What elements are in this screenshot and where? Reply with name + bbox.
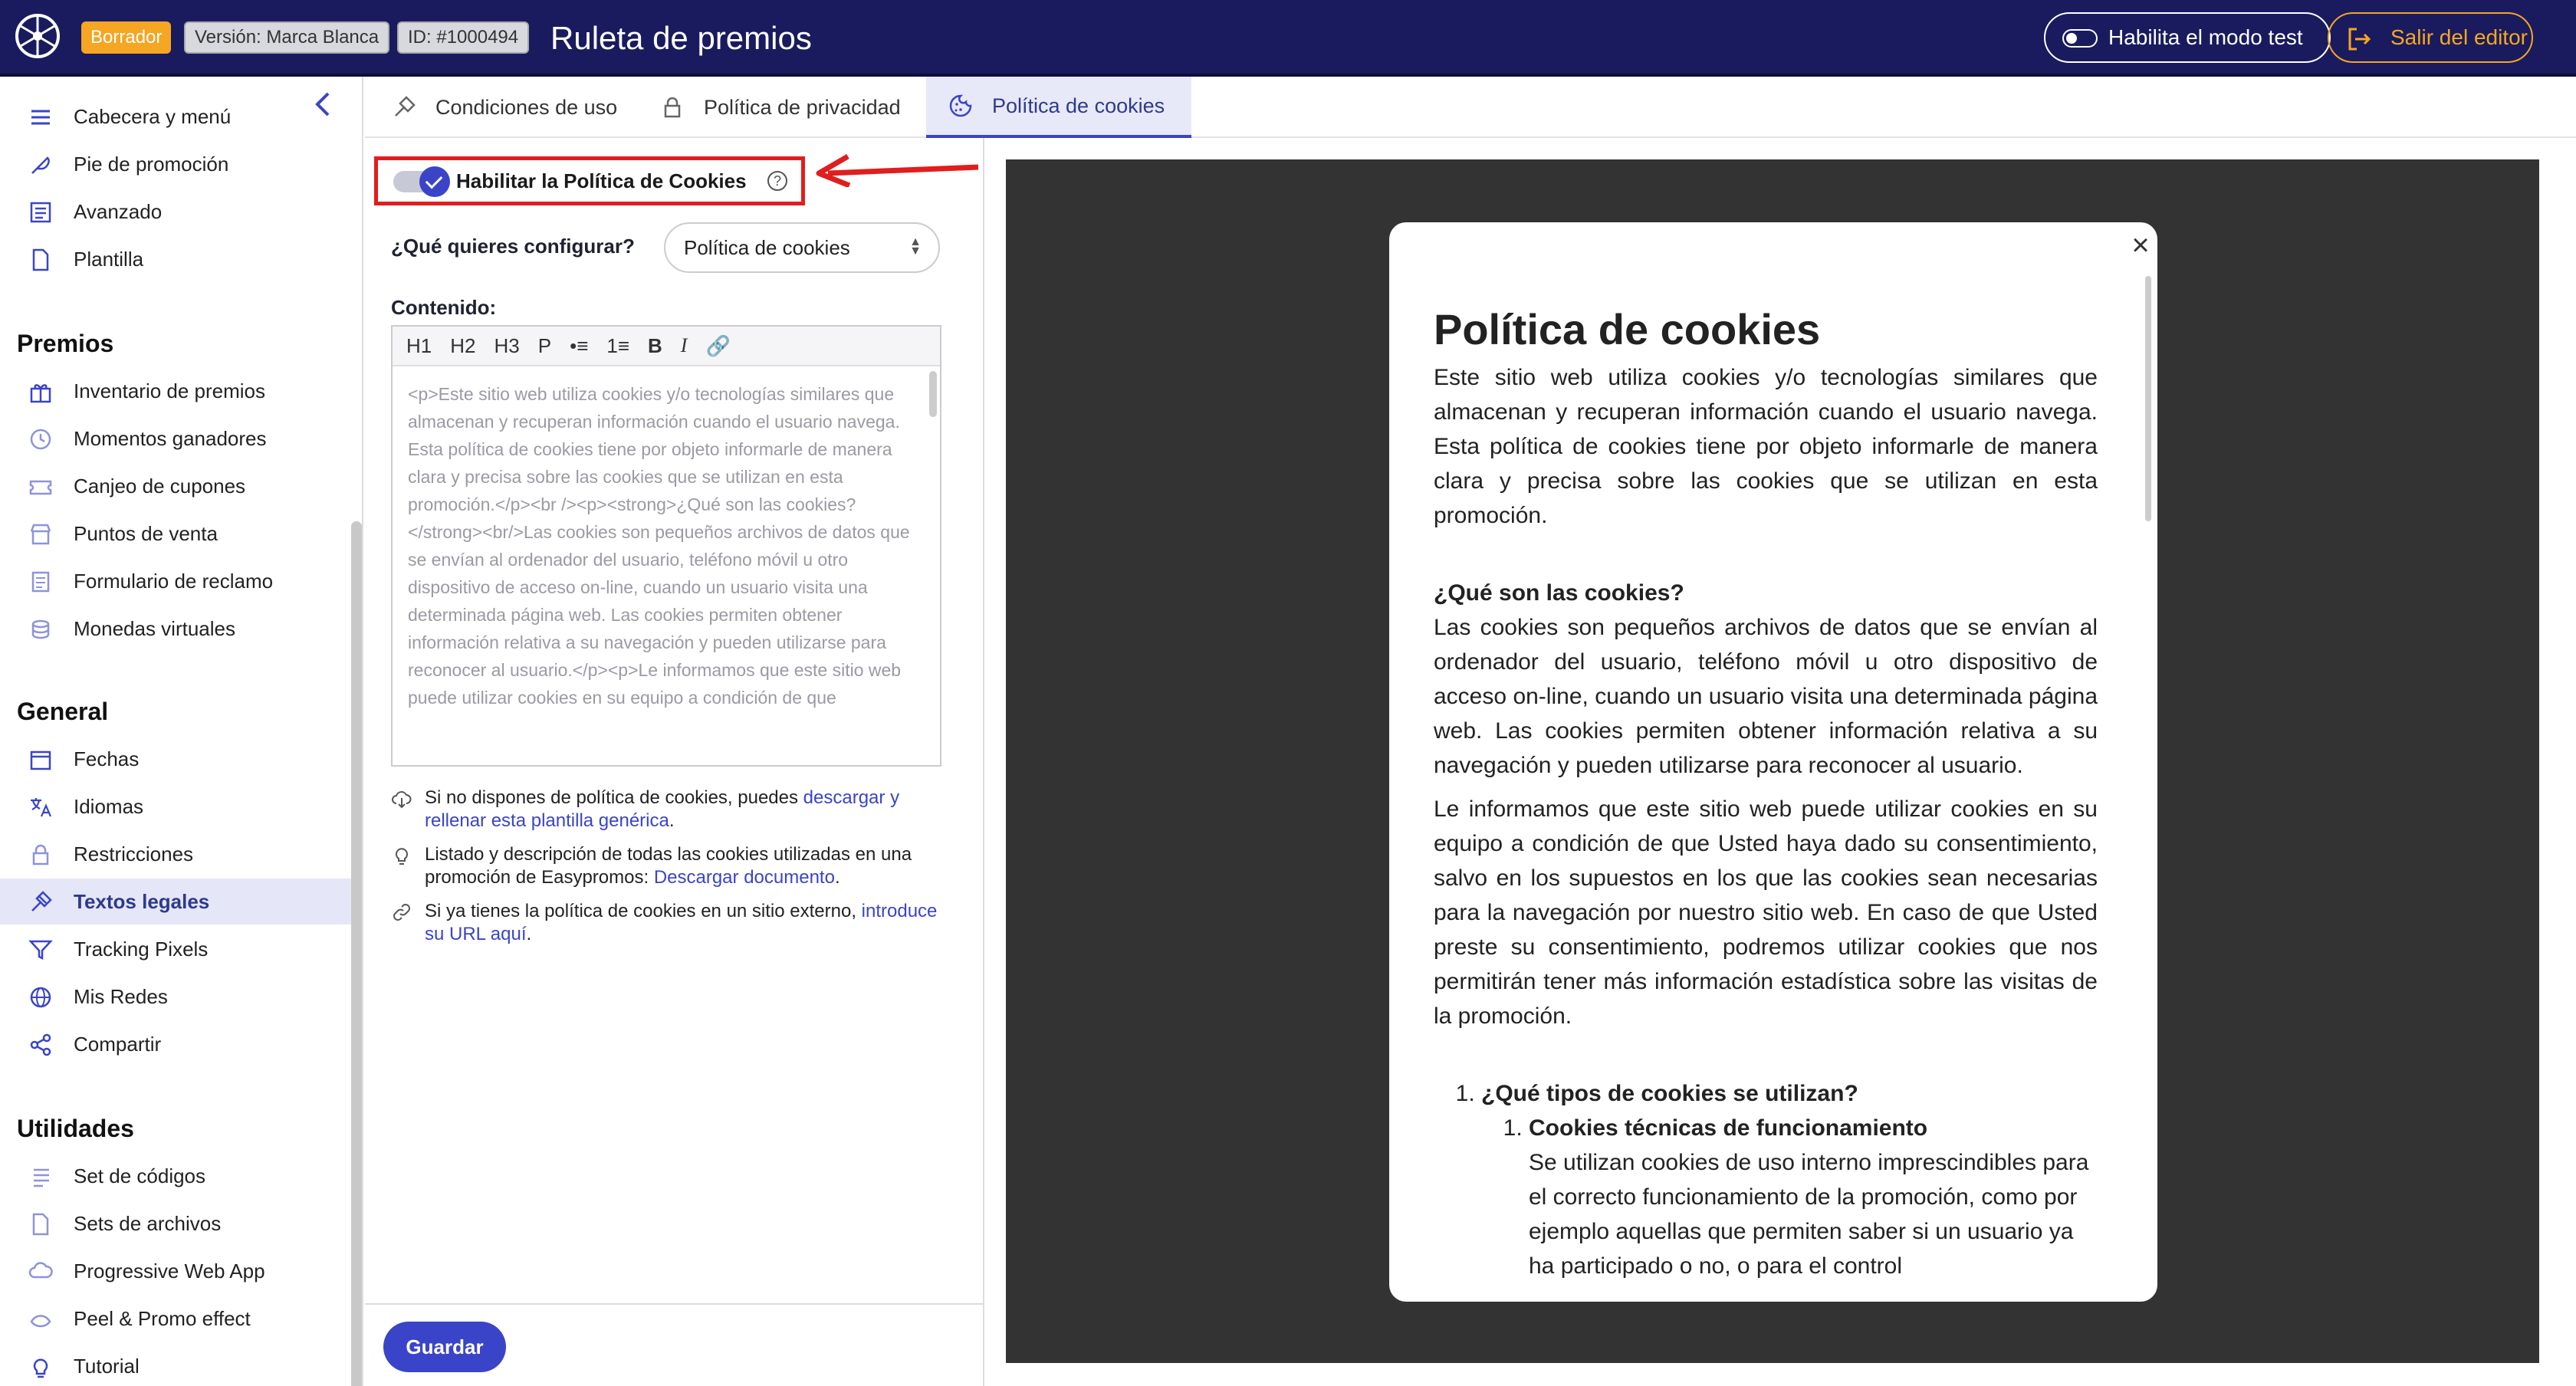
sidebar-item-restricciones[interactable] bbox=[0, 831, 351, 877]
coins-icon bbox=[28, 616, 54, 642]
gavel-icon bbox=[28, 889, 54, 915]
sidebar-item-fechas[interactable] bbox=[0, 736, 351, 782]
modal-list-heading: ¿Qué tipos de cookies se utilizan? bbox=[1481, 1081, 1858, 1106]
sidebar-item-label: Mis Redes bbox=[74, 984, 168, 1008]
sidebar-item-label: Avanzado bbox=[74, 199, 163, 223]
paragraph-button[interactable]: P bbox=[537, 334, 552, 357]
modal-subheading: ¿Qué son las cookies? bbox=[1434, 580, 1684, 606]
share-icon bbox=[28, 1032, 54, 1058]
template-download-link[interactable]: descargar y rellenar esta plantilla genérica bbox=[425, 787, 900, 831]
peel-icon bbox=[28, 1306, 54, 1332]
sidebar-item-tutorial[interactable] bbox=[0, 1343, 351, 1386]
legal-tabs bbox=[365, 77, 2576, 138]
sidebar-item-label: Fechas bbox=[74, 747, 140, 770]
sidebar-item-puntos[interactable] bbox=[0, 511, 351, 557]
sidebar-item-label: Monedas virtuales bbox=[74, 616, 235, 640]
sidebar-item-cabecera[interactable] bbox=[0, 94, 351, 140]
sidebar-item-codigos[interactable] bbox=[0, 1153, 351, 1199]
note-external-url: Si ya tienes la política de cookies en un sitio externo, introduce su URL aquí. bbox=[391, 900, 958, 946]
exit-editor-button[interactable] bbox=[2328, 12, 2533, 63]
sidebar-item-label: Inventario de premios bbox=[74, 379, 266, 402]
sidebar-item-label: Plantilla bbox=[74, 247, 144, 271]
modal-list bbox=[1434, 1076, 2098, 1283]
h2-button[interactable]: H2 bbox=[450, 334, 476, 357]
test-mode-button[interactable] bbox=[2044, 12, 2331, 63]
note-template: Si no dispones de política de cookies, puedes descargar y rellenar esta plantilla genérica. bbox=[391, 787, 958, 833]
tab-label: Condiciones de uso bbox=[435, 95, 618, 119]
download-document-link[interactable]: Descargar documento bbox=[653, 867, 835, 888]
exit-icon bbox=[2346, 26, 2372, 52]
globe-icon bbox=[28, 984, 54, 1010]
filter-icon bbox=[28, 937, 54, 963]
cookie-policy-modal bbox=[1389, 222, 2157, 1302]
enable-cookie-policy-row bbox=[374, 156, 805, 205]
top-bar bbox=[0, 0, 2576, 77]
sidebar-item-label: Pie de promoción bbox=[74, 152, 229, 176]
link-icon bbox=[391, 902, 412, 923]
sidebar-item-label: Peel & Promo effect bbox=[74, 1306, 251, 1330]
sidebar-item-label: Tutorial bbox=[74, 1354, 140, 1378]
modal-paragraph: Este sitio web utiliza cookies y/o tecnologías similares que almacenan y recuperan información cuando el usuario navega. Esta política de cookies tiene por objeto informarle de manera clara y precisa sobre las cookies que se utilizan en esta promoción. bbox=[1434, 365, 2098, 528]
sidebar-item-label: Textos legales bbox=[74, 889, 210, 913]
sidebar-item-formulario[interactable] bbox=[0, 558, 351, 604]
translate-icon bbox=[28, 794, 54, 820]
sidebar-item-pwa[interactable] bbox=[0, 1248, 351, 1294]
tab-label: Política de cookies bbox=[992, 94, 1165, 117]
lock-icon bbox=[659, 94, 685, 120]
content-label: Contenido: bbox=[391, 296, 497, 319]
sidebar-item-label: Compartir bbox=[74, 1032, 162, 1056]
sidebar-item-label: Sets de archivos bbox=[74, 1211, 222, 1235]
external-url-link[interactable]: introduce su URL aquí bbox=[425, 901, 938, 944]
draft-badge: Borrador bbox=[81, 21, 171, 54]
gift-icon bbox=[28, 379, 54, 405]
modal-content bbox=[1434, 301, 2098, 1283]
sidebar-item-label: Canjeo de cupones bbox=[74, 474, 246, 498]
sidebar-item-label: Idiomas bbox=[74, 794, 144, 818]
version-badge: Versión: Marca Blanca bbox=[184, 21, 389, 54]
sidebar-item-label: Puntos de venta bbox=[74, 521, 218, 545]
id-badge: ID: #1000494 bbox=[397, 21, 529, 54]
clock-icon bbox=[28, 426, 54, 452]
cloud-icon bbox=[28, 1259, 54, 1285]
sidebar-item-label: Tracking Pixels bbox=[74, 937, 209, 961]
sidebar-scrollbar[interactable] bbox=[351, 521, 362, 1386]
feather-icon bbox=[28, 152, 54, 178]
h1-button[interactable]: H1 bbox=[406, 334, 432, 357]
enable-cookie-policy-toggle[interactable] bbox=[393, 171, 439, 192]
sidebar-item-label: Restricciones bbox=[74, 842, 194, 865]
editor-code-text[interactable]: <p>Este sitio web utiliza cookies y/o tecnologías similares que almacenan y recuperan información cuando el usuario navega. Esta política de cookies tiene por objeto informarle de manera clara y precisa sobre las cookies que se utilizan en esta promoción.</p><br /><p><strong>¿Qué son las cookies?</strong><br/>Las cookies son pequeños archivos de datos que se envían al ordenador del usuario, teléfono móvil u otro dispositivo de acceso on-line, cuando un usuario visita una determinada página web. Las cookies permiten obtener información relativa a su navegación y pueden utilizarse para reconocer al usuario.</p><p>Le informamos que este sitio web puede utilizar cookies en su equipo a condición de que bbox=[408, 384, 910, 708]
sidebar-item-pie[interactable] bbox=[0, 141, 351, 187]
lock-icon bbox=[28, 842, 54, 868]
sidebar bbox=[0, 77, 363, 1386]
sidebar-item-momentos[interactable] bbox=[0, 415, 351, 461]
content-editor[interactable] bbox=[391, 325, 941, 767]
sidebar-item-label: Momentos ganadores bbox=[74, 426, 267, 450]
page-title: Ruleta de premios bbox=[550, 20, 812, 56]
tab-label: Política de privacidad bbox=[704, 95, 901, 119]
note-cookie-list: Listado y descripción de todas las cookies utilizadas en una promoción de Easypromos: Descargar documento. bbox=[391, 843, 958, 889]
sidebar-item-compartir[interactable] bbox=[0, 1021, 351, 1067]
lightbulb-icon bbox=[391, 845, 412, 866]
modal-scrollbar[interactable] bbox=[2145, 276, 2151, 521]
calendar-icon bbox=[28, 747, 54, 773]
select-caret-icon: ▲ ▼ bbox=[909, 235, 922, 258]
editor-scrollbar[interactable] bbox=[929, 371, 937, 417]
cookie-settings-panel bbox=[365, 138, 984, 1386]
cloud-download-icon bbox=[391, 788, 412, 810]
save-button[interactable]: Guardar bbox=[383, 1322, 506, 1372]
menu-icon bbox=[28, 104, 54, 130]
sidebar-item-label: Progressive Web App bbox=[74, 1259, 265, 1283]
tab-condiciones[interactable] bbox=[391, 77, 629, 138]
sidebar-item-monedas[interactable] bbox=[0, 606, 351, 652]
configure-select[interactable] bbox=[664, 222, 940, 273]
sidebar-item-archivos[interactable] bbox=[0, 1200, 351, 1246]
sidebar-item-canjeo[interactable] bbox=[0, 463, 351, 509]
coupon-icon bbox=[28, 474, 54, 500]
gavel-icon bbox=[391, 94, 417, 120]
toggle-icon bbox=[2062, 29, 2098, 48]
bold-button[interactable]: B bbox=[648, 334, 662, 357]
sidebar-item-redes[interactable] bbox=[0, 974, 351, 1020]
wheel-logo-icon[interactable] bbox=[14, 12, 61, 60]
section-heading-general: General bbox=[17, 698, 109, 725]
sidebar-item-peel[interactable] bbox=[0, 1296, 351, 1342]
section-heading-utilidades: Utilidades bbox=[17, 1115, 134, 1142]
test-mode-label: Habilita el modo test bbox=[2108, 25, 2303, 49]
section-heading-premios: Premios bbox=[17, 330, 114, 357]
tab-cookies[interactable] bbox=[926, 77, 1191, 138]
sidebar-item-label: Set de códigos bbox=[74, 1164, 206, 1187]
modal-sublist-heading: Cookies técnicas de funcionamiento bbox=[1529, 1115, 1928, 1141]
exit-editor-label: Salir del editor bbox=[2390, 25, 2528, 49]
numbered-list-button[interactable]: 1≡ bbox=[606, 334, 630, 357]
h3-button[interactable]: H3 bbox=[494, 334, 520, 357]
document-icon bbox=[28, 247, 54, 273]
file-icon bbox=[28, 1211, 54, 1237]
sidebar-item-label: Formulario de reclamo bbox=[74, 569, 274, 593]
modal-paragraph: Las cookies son pequeños archivos de datos que se envían al ordenador del usuario, teléfono móvil u otro dispositivo de acceso on-line, cuando un usuario visita una determinada página web. Las cookies permiten obtener información relativa a su navegación y pueden utilizarse para reconocer al usuario. bbox=[1434, 615, 2098, 778]
modal-paragraph: Le informamos que este sitio web puede utilizar cookies en su equipo a condición de que Usted haya dado su consentimiento, salvo en los supuestos en los que las cookies sean necesarias para la navegación por nuestro sitio web. En caso de que Usted preste su consentimiento, podremos utilizar cookies que nos permitirán tener más información estadística sobre las visitas de la promoción. bbox=[1434, 796, 2098, 1029]
note-external-url-text: Si ya tienes la política de cookies en un sitio externo, bbox=[425, 901, 856, 921]
cookie-icon bbox=[948, 93, 974, 119]
list-icon bbox=[28, 1164, 54, 1190]
bullet-list-button[interactable]: •≡ bbox=[570, 334, 589, 357]
configure-select-value: Política de cookies bbox=[684, 236, 850, 259]
modal-list-text: Se utilizan cookies de uso interno imprescindibles para el correcto funcionamiento de la promoción, como por ejemplo aquellas que permiten saber si un usuario ya ha participado o no, o para el control bbox=[1529, 1150, 2089, 1279]
sliders-icon bbox=[28, 199, 54, 225]
italic-button[interactable]: I bbox=[680, 334, 688, 356]
sidebar-item-inventario[interactable] bbox=[0, 368, 351, 414]
save-bar bbox=[365, 1303, 984, 1386]
store-icon bbox=[28, 521, 54, 547]
lightbulb-icon bbox=[28, 1354, 54, 1380]
editor-toolbar bbox=[393, 327, 940, 366]
configure-label: ¿Qué quieres configurar? bbox=[391, 235, 635, 258]
note-template-text: Si no dispones de política de cookies, puedes bbox=[425, 787, 798, 808]
form-icon bbox=[28, 569, 54, 595]
modal-title: Política de cookies bbox=[1434, 305, 1821, 353]
sidebar-item-idiomas[interactable] bbox=[0, 783, 351, 829]
help-icon[interactable]: ? bbox=[767, 171, 787, 191]
enable-cookie-policy-label: Habilitar la Política de Cookies bbox=[456, 169, 747, 192]
note-cookie-list-text: Listado y descripción de todas las cookies utilizadas en una promoción de Easypromos: bbox=[425, 844, 912, 888]
link-button[interactable]: 🔗 bbox=[705, 334, 731, 357]
sidebar-item-tracking[interactable] bbox=[0, 926, 351, 972]
tab-privacidad[interactable] bbox=[659, 77, 912, 138]
sidebar-item-textos-legales[interactable] bbox=[0, 879, 351, 925]
sidebar-item-plantilla[interactable] bbox=[0, 236, 351, 282]
close-icon[interactable]: × bbox=[2131, 228, 2150, 262]
sidebar-item-avanzado[interactable] bbox=[0, 189, 351, 235]
sidebar-item-label: Cabecera y menú bbox=[74, 104, 232, 128]
